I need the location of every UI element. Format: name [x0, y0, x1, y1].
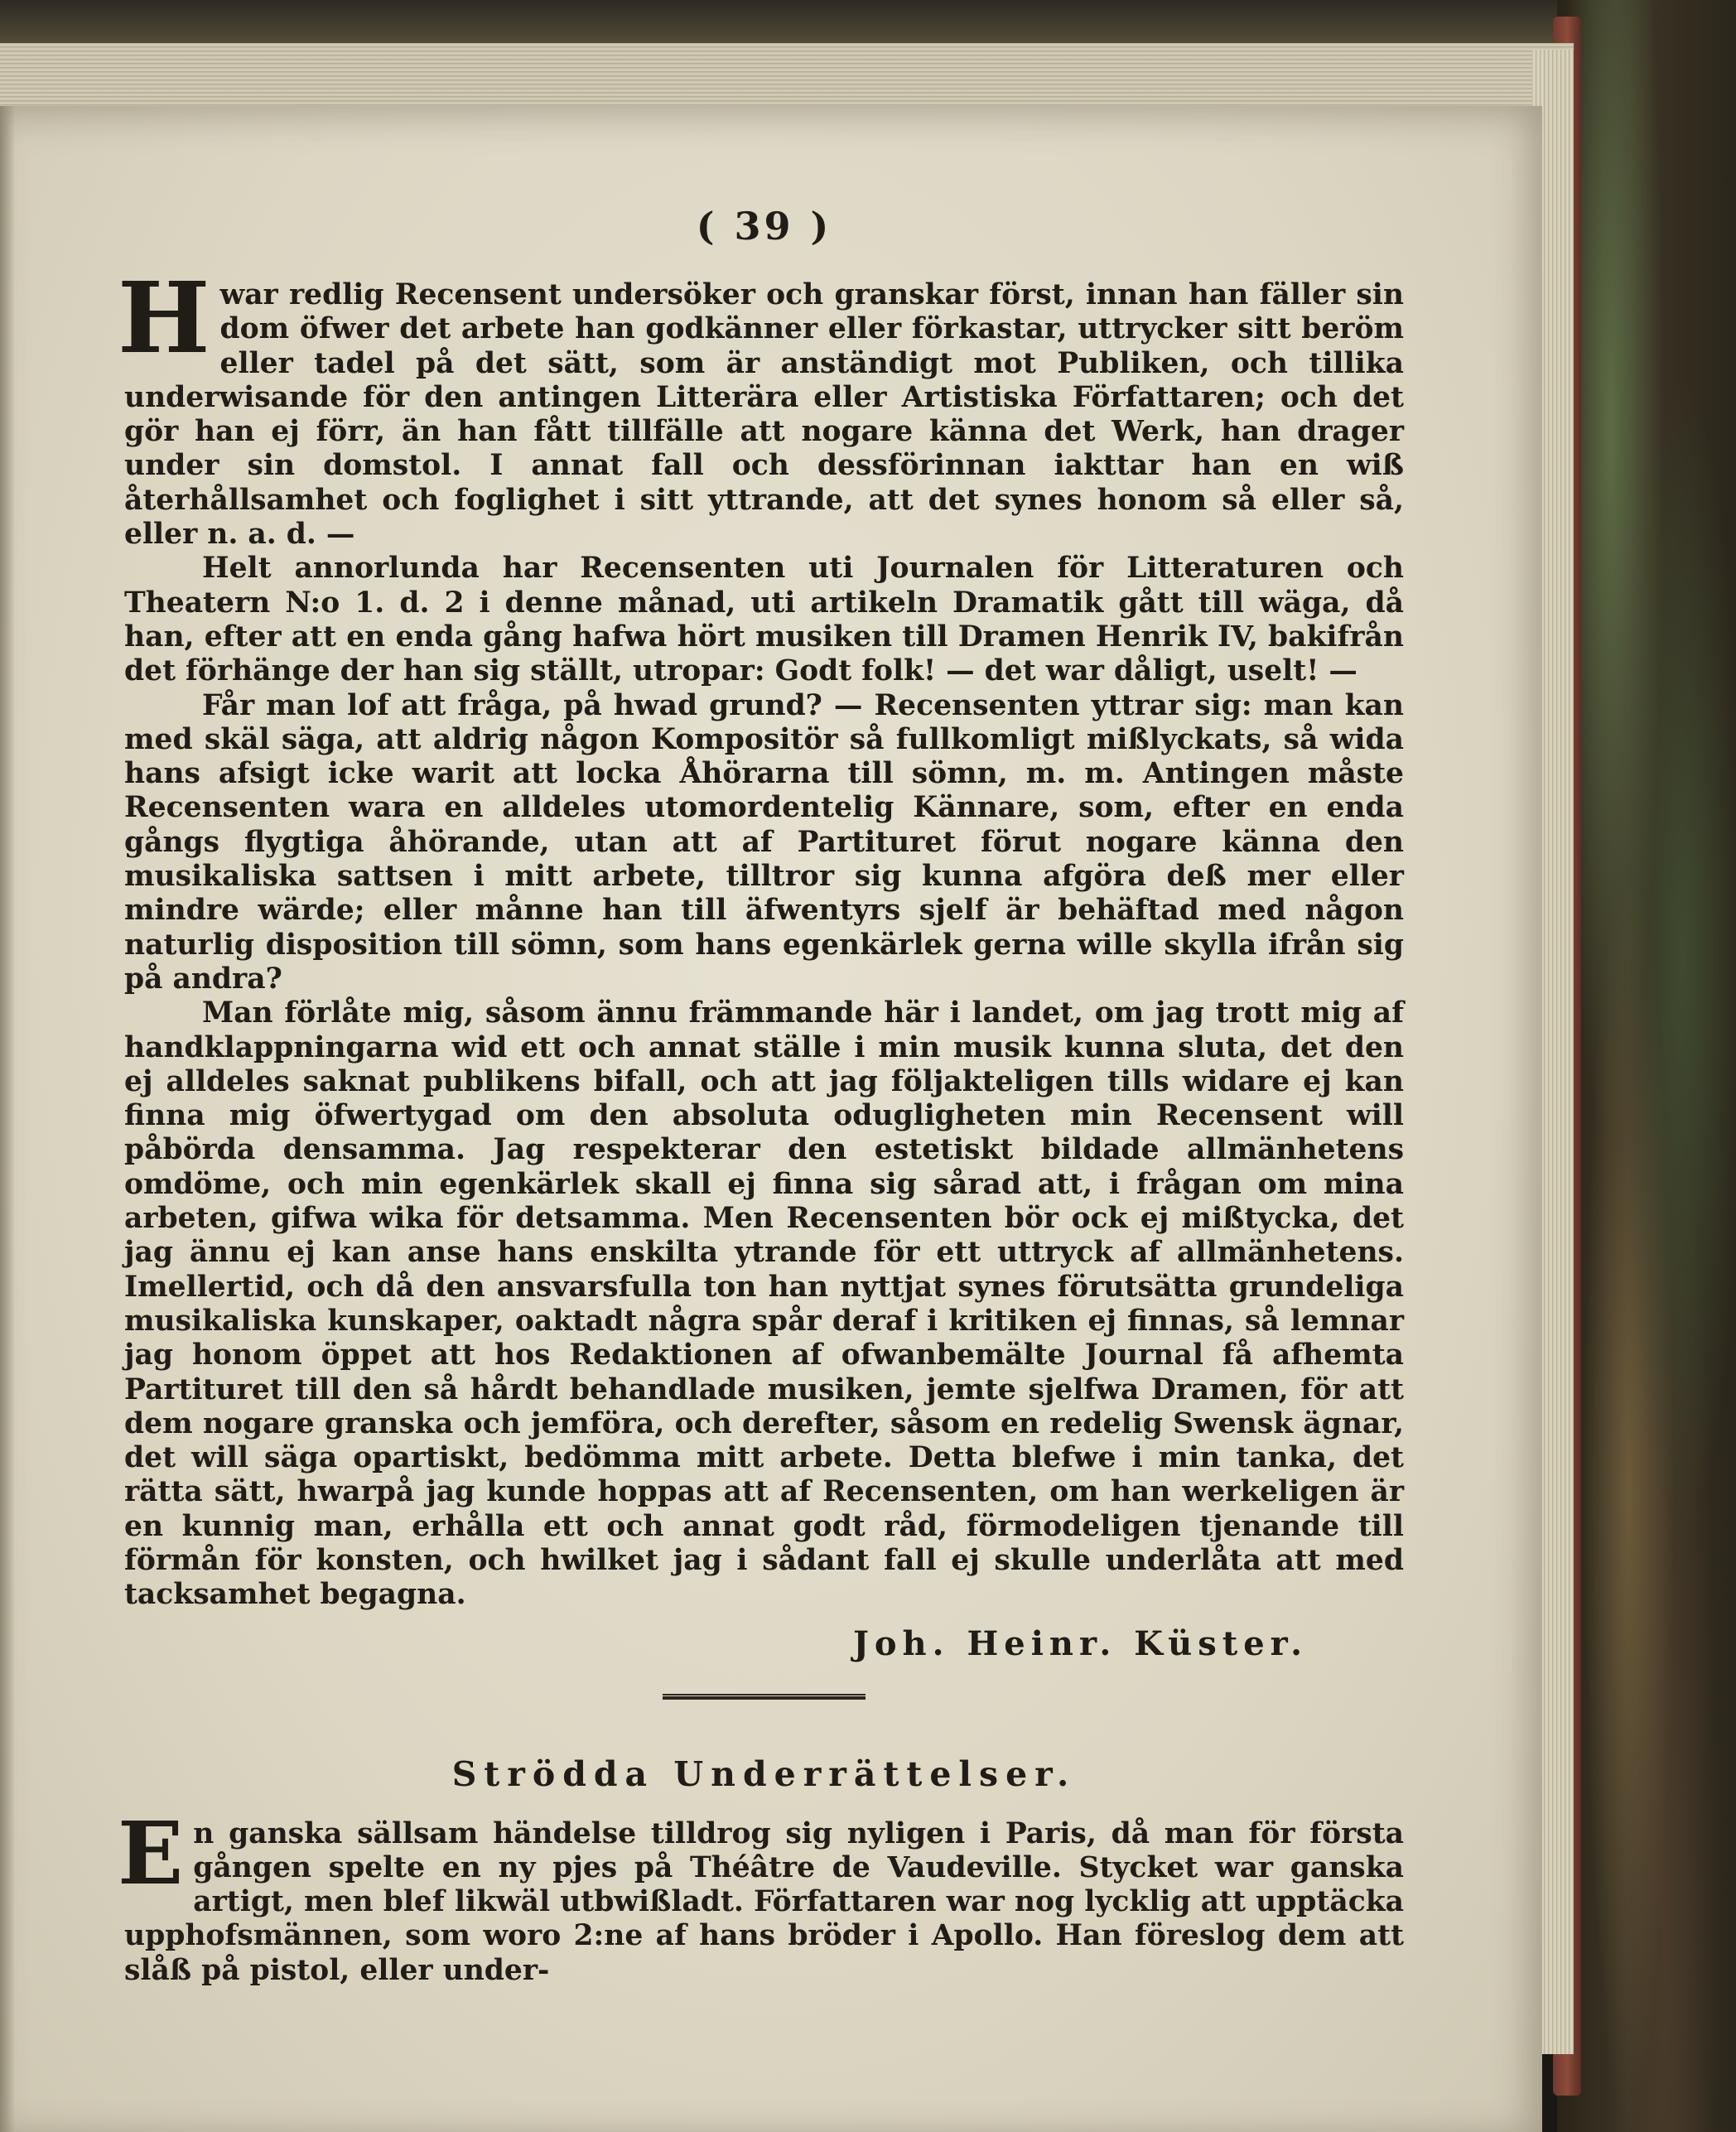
- section-paragraph-text: n ganska sällsam händelse tilldrog sig nyligen i Paris, då man för första gången spelte en ny pjes på Théâtre de Vaudeville. Stycket war ganska artigt, men blef likwäl utbwißladt. Författaren war nog lycklig att upptäcka upphofsmännen, som woro 2:ne af hans bröder i Apollo. Han föreslog dem att slåß på pistol, eller under-: [124, 1816, 1404, 1987]
- section-drop-cap: E: [118, 1802, 184, 1904]
- drop-cap: H: [118, 260, 210, 375]
- page-content: [118, 204, 1404, 1988]
- article-paragraph-1-text: war redlig Recensent undersöker och granskar först, innan han fäller sin dom öfwer det arbete han godkänner eller förkastar, uttrycker sitt beröm eller tadel på det sätt, som är anständigt mot Publiken, och tillika underwisande för den antingen Litterära eller Artistiska Författaren; och det gör han ej förr, än han fått tillfälle att nogare känna det Werk, han drager under sin domstol. I annat fall och dessförinnan iakttar han en wiß återhållsamhet och foglighet i sitt yttrande, att det synes honom så eller så, eller n. a. d. —: [124, 278, 1404, 552]
- book-top-edge: [0, 0, 1736, 50]
- stacked-page-edges-top: [0, 43, 1574, 111]
- article-paragraph-1: [118, 260, 1404, 552]
- gutter-shadow: [0, 106, 15, 2132]
- article-paragraph-4: Man förlåte mig, såsom ännu främmande här i landet, om jag trott mig af handklappningarna wid ett och annat ställe i min musik kunna sluta, det den ej alldeles saknat publikens bifall, och att jag följakteligen tills widare ej kan finna mig öfwertygad om den absoluta odugligheten min Recensent will påbörda densamma. Jag respekterar den estetiskt bildade allmänhetens omdöme, och min egenkärlek skall ej finna sig sårad att, i frågan om mina arbeten, gifwa wika för detsamma. Men Recensenten bör ock ej mißtycka, det jag ännu ej kan anse hans enskilta ytrande för ett uttryck af allmänhetens. Imellertid, och då den ansvarsfulla ton han nyttjat synes förutsätta grundeliga musikaliska kunskaper, oaktadt några spår deraf i kritiken ej finnas, så lemnar jag honom öppet att hos Redaktionen af ofwanbemälte Journal få afhemta Partituret till den så hårdt behandlade musiken, jemte sjelfwa Dramen, för att dem nogare granska och jemföra, och derefter, såsom en redelig Swensk ägnar, det will säga opartiskt, bedömma mitt arbete. Detta blefwe i min tanka, det rätta sätt, hwarpå jag kunde hoppas att af Recensenten, om han werkeligen är en kunnig man, erhålla ett och annat godt råd, förmodeligen tjenande till förmån för konsten, och hwilket jag i sådant fall ej skulle underlåta att med tacksamhet begagna.: [124, 996, 1404, 1612]
- article-paragraph-2: Helt annorlunda har Recensenten uti Journalen för Litteraturen och Theatern N:o 1. d. 2 i denne månad, uti artikeln Dramatik gått till wäga, då han, efter att en enda gång hafwa hört musiken till Dramen Henrik IV, bakifrån det förhänge der han sig ställt, utropar: Godt folk! — det war dåligt, uselt! —: [124, 552, 1404, 688]
- article-paragraph-3: Får man lof att fråga, på hwad grund? — Recensenten yttrar sig: man kan med skäl säga, att aldrig någon Kompositör så fullkomligt mißlyckats, så wida hans afsigt icke warit att locka Åhörarna till sömn, m. m. Antingen måste Recensenten wara en alldeles utomordentelig Kännare, som, efter en enda gångs flygtiga åhörande, utan att af Partituret förut nogare känna den musikaliska sattsen i mitt arbete, tilltror sig kunna afgöra deß mer eller mindre wärde; eller månne han till äfwentyrs sjelf är behäftad med någon naturlig disposition till sömn, som hans egenkärlek gerna wille skylla ifrån sig på andra?: [124, 688, 1404, 996]
- marbled-book-cover: [1557, 0, 1736, 2132]
- section-divider-rule: [663, 1694, 866, 1700]
- section-heading: Strödda Underrättelser.: [451, 1753, 1077, 1794]
- author-signature: Joh. Heinr. Küster.: [852, 1623, 1308, 1663]
- page-number: ( 39 ): [696, 204, 832, 248]
- section-paragraph: [118, 1802, 1404, 1988]
